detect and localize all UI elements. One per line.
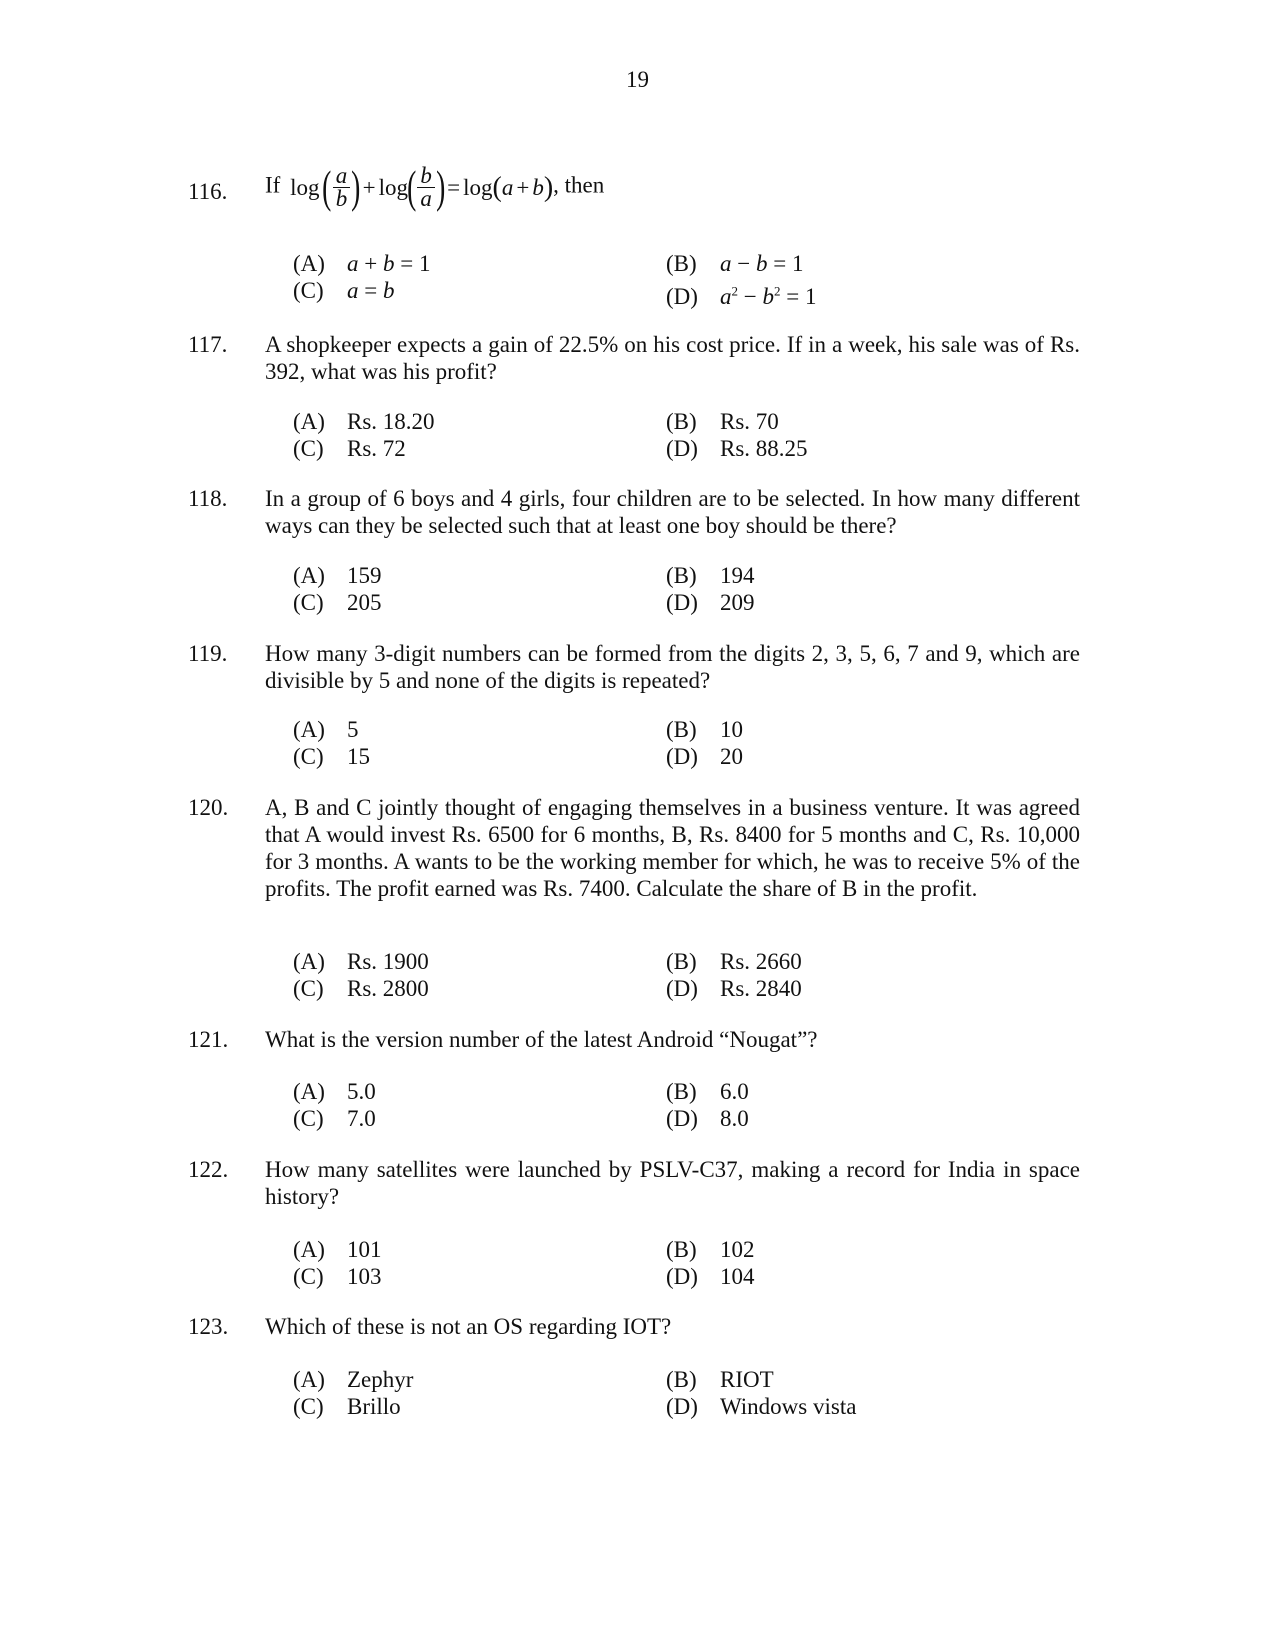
question-text: A, B and C jointly thought of engaging themselves in a business venture. It was agreed that A would invest Rs. 6500 for 6 months, B, Rs. 8400 for 5 months and C, Rs. 10,000 for 3 months. A wants to be the working member for which, he was to receive 5% of the profits. The profit earned was Rs. 7400. Calculate the share of B in the profit. — [265, 795, 1080, 901]
options-118 — [188, 562, 1080, 618]
left-paren: ( — [407, 161, 417, 212]
option-c — [293, 975, 429, 1002]
option-letter: (A) — [293, 949, 325, 974]
numerator: a — [333, 165, 351, 188]
option-value: 209 — [720, 590, 755, 615]
option-letter: (C) — [293, 1264, 324, 1289]
variable-b: b — [532, 174, 544, 200]
option-value: 101 — [347, 1237, 382, 1262]
option-letter: (A) — [293, 563, 325, 588]
option-value: Zephyr — [347, 1367, 414, 1392]
option-letter: (D) — [666, 590, 698, 615]
question-text: How many satellites were launched by PSLV-C37, making a record for India in space history? — [265, 1157, 1080, 1209]
option-value: a − b = 1 — [720, 251, 804, 276]
equals-sign: = — [447, 174, 461, 200]
question-text: Which of these is not an OS regarding IOT? — [265, 1314, 672, 1339]
option-b — [666, 716, 743, 743]
question-number: 121. — [188, 1027, 229, 1052]
option-letter: (D) — [666, 744, 698, 769]
option-letter: (B) — [666, 949, 697, 974]
option-letter: (C) — [293, 976, 324, 1001]
option-d — [666, 1105, 749, 1132]
option-value: 159 — [347, 563, 382, 588]
option-letter: (B) — [666, 717, 697, 742]
option-b — [666, 408, 779, 435]
option-d — [666, 435, 808, 462]
fraction-a-over-b — [333, 162, 351, 211]
option-letter: (B) — [666, 1079, 697, 1104]
option-letter: (A) — [293, 1367, 325, 1392]
question-text: A shopkeeper expects a gain of 22.5% on his cost price. If in a week, his sale was of Rs. 392, what was his profit? — [265, 332, 1080, 384]
option-c — [293, 1263, 382, 1290]
question-suffix: , then — [553, 172, 605, 198]
option-value: Rs. 88.25 — [720, 436, 808, 461]
question-116 — [188, 161, 1080, 228]
option-letter: (B) — [666, 1367, 697, 1392]
option-value: Brillo — [347, 1394, 401, 1419]
log-term: log — [290, 174, 320, 200]
option-b — [666, 1366, 774, 1393]
option-letter: (C) — [293, 278, 324, 303]
option-d — [666, 1393, 856, 1420]
option-a — [293, 716, 359, 743]
option-d — [666, 975, 802, 1002]
option-letter: (B) — [666, 251, 697, 276]
option-letter: (B) — [666, 409, 697, 434]
option-value: 104 — [720, 1264, 755, 1289]
options-119 — [188, 716, 1080, 772]
option-value: 8.0 — [720, 1106, 749, 1131]
option-value: 7.0 — [347, 1106, 376, 1131]
right-paren: ) — [435, 161, 446, 212]
option-letter: (D) — [666, 976, 698, 1001]
option-c — [293, 743, 370, 770]
option-a — [293, 408, 435, 435]
option-b — [666, 250, 803, 277]
option-letter: (D) — [666, 1394, 698, 1419]
option-d — [666, 277, 816, 310]
option-letter: (C) — [293, 744, 324, 769]
option-c — [293, 1393, 401, 1420]
option-value: Rs. 72 — [347, 436, 406, 461]
log-term: log — [378, 174, 408, 200]
option-value: 5.0 — [347, 1079, 376, 1104]
option-letter: (D) — [666, 283, 698, 309]
option-value: Rs. 2840 — [720, 976, 802, 1001]
option-value: 6.0 — [720, 1079, 749, 1104]
options-121 — [188, 1078, 1080, 1134]
option-value: RIOT — [720, 1367, 774, 1392]
option-value: $a^2 - b^2 = 1$ — [720, 283, 817, 309]
question-number: 122. — [188, 1157, 229, 1182]
option-c — [293, 435, 406, 462]
option-letter: (B) — [666, 563, 697, 588]
variable-a: a — [501, 174, 514, 200]
option-value: Rs. 2800 — [347, 976, 429, 1001]
question-text: How many 3-digit numbers can be formed from the digits 2, 3, 5, 6, 7 and 9, which are divisible by 5 and none of the digits is repeated? — [265, 641, 1080, 693]
right-paren: ) — [351, 161, 361, 212]
option-letter: (C) — [293, 436, 324, 461]
log-equation — [286, 161, 554, 212]
option-letter: (D) — [666, 1106, 698, 1131]
numerator: b — [417, 165, 435, 188]
option-letter: (A) — [293, 717, 325, 742]
plus-sign: + — [516, 174, 530, 200]
denominator: a — [420, 185, 432, 211]
option-letter: (D) — [666, 436, 698, 461]
option-value: a + b = 1 — [347, 251, 431, 276]
left-paren: ( — [322, 161, 332, 212]
question-number: 118. — [188, 486, 228, 511]
option-c — [293, 1105, 376, 1132]
question-text — [265, 161, 1080, 212]
option-letter: (B) — [666, 1237, 697, 1262]
option-value: 20 — [720, 744, 743, 769]
option-value: 5 — [347, 717, 359, 742]
options-123 — [188, 1366, 1080, 1422]
option-d — [666, 743, 743, 770]
options-116 — [188, 250, 1080, 309]
option-b — [666, 948, 802, 975]
options-122 — [188, 1236, 1080, 1292]
option-a — [293, 562, 382, 589]
question-text: In a group of 6 boys and 4 girls, four children are to be selected. In how many different ways can they be selected such that at least one boy should be there? — [265, 486, 1080, 538]
option-a — [293, 1366, 413, 1393]
question-prefix: If — [265, 172, 281, 198]
page-number: 19 — [626, 67, 649, 92]
left-paren: ( — [492, 171, 502, 203]
question-number: 119. — [188, 641, 228, 666]
log-term: log — [463, 174, 493, 200]
option-b — [666, 1236, 755, 1263]
option-a — [293, 1236, 382, 1263]
option-letter: (A) — [293, 251, 325, 276]
option-letter: (C) — [293, 1106, 324, 1131]
option-letter: (C) — [293, 1394, 324, 1419]
option-letter: (A) — [293, 1079, 325, 1104]
option-c — [293, 589, 382, 616]
option-a — [293, 1078, 376, 1105]
option-value: Rs. 18.20 — [347, 409, 435, 434]
option-letter: (C) — [293, 590, 324, 615]
option-value: 15 — [347, 744, 370, 769]
question-number: 116. — [188, 179, 228, 204]
option-a — [293, 250, 430, 277]
option-value: Rs. 70 — [720, 409, 779, 434]
option-value: 205 — [347, 590, 382, 615]
denominator: b — [335, 185, 348, 211]
option-value: Windows vista — [720, 1394, 857, 1419]
option-b — [666, 1078, 749, 1105]
option-value: 10 — [720, 717, 743, 742]
right-paren: ) — [543, 171, 554, 203]
option-letter: (D) — [666, 1264, 698, 1289]
question-text: What is the version number of the latest Android “Nougat”? — [265, 1027, 818, 1052]
options-117 — [188, 408, 1080, 464]
option-letter: (A) — [293, 409, 325, 434]
option-letter: (A) — [293, 1237, 325, 1262]
option-value: Rs. 1900 — [347, 949, 429, 974]
option-value: 194 — [720, 563, 755, 588]
question-number: 117. — [188, 332, 228, 357]
options-120 — [188, 948, 1080, 1004]
option-d — [666, 1263, 755, 1290]
plus-sign: + — [362, 174, 376, 200]
fraction-b-over-a — [417, 162, 435, 211]
option-a — [293, 948, 429, 975]
option-d — [666, 589, 755, 616]
option-value: a = b — [347, 278, 395, 303]
option-value: 102 — [720, 1237, 755, 1262]
option-b — [666, 562, 755, 589]
question-number: 120. — [188, 795, 229, 820]
option-value: Rs. 2660 — [720, 949, 802, 974]
option-c — [293, 277, 394, 304]
question-number: 123. — [188, 1314, 229, 1339]
option-value: 103 — [347, 1264, 382, 1289]
